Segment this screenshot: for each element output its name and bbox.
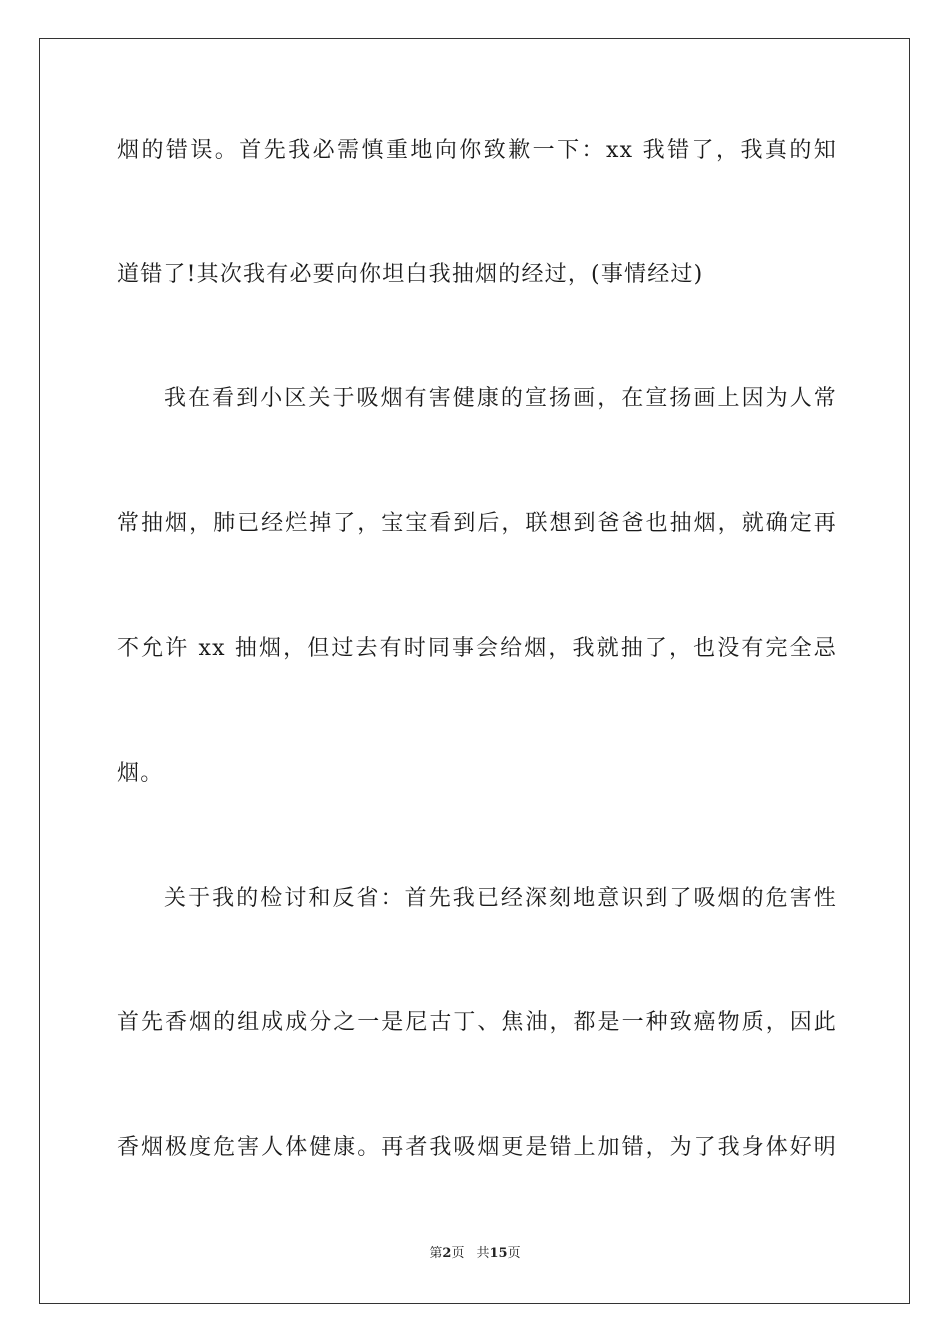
page-number: 2: [442, 1246, 452, 1261]
body-line-1: 烟的错误。首先我必需慎重地向你致歉一下：xx 我错了，我真的知: [117, 138, 837, 163]
body-line-8: 首先香烟的组成成分之一是尼古丁、焦油，都是一种致癌物质，因此: [117, 1010, 837, 1035]
total-prefix: 共: [476, 1246, 490, 1261]
total-pages: 15: [489, 1246, 508, 1261]
page-suffix: 页: [451, 1246, 465, 1261]
body-line-2: 道错了!其次我有必要向你坦白我抽烟的经过，(事情经过): [117, 262, 704, 287]
body-line-7: 关于我的检讨和反省：首先我已经深刻地意识到了吸烟的危害性: [164, 886, 837, 911]
body-line-9: 香烟极度危害人体健康。再者我吸烟更是错上加错，为了我身体好明: [117, 1135, 837, 1160]
page-prefix: 第: [429, 1246, 443, 1261]
body-line-4: 常抽烟，肺已经烂掉了，宝宝看到后，联想到爸爸也抽烟，就确定再: [117, 511, 837, 536]
body-line-3: 我在看到小区关于吸烟有害健康的宣扬画，在宣扬画上因为人常: [164, 386, 837, 411]
body-line-6: 烟。: [117, 761, 164, 786]
total-suffix: 页: [507, 1246, 521, 1261]
page-border: [39, 38, 910, 1304]
body-line-5: 不允许 xx 抽烟，但过去有时同事会给烟，我就抽了，也没有完全忌: [117, 636, 837, 661]
page-footer: [0, 1245, 950, 1263]
